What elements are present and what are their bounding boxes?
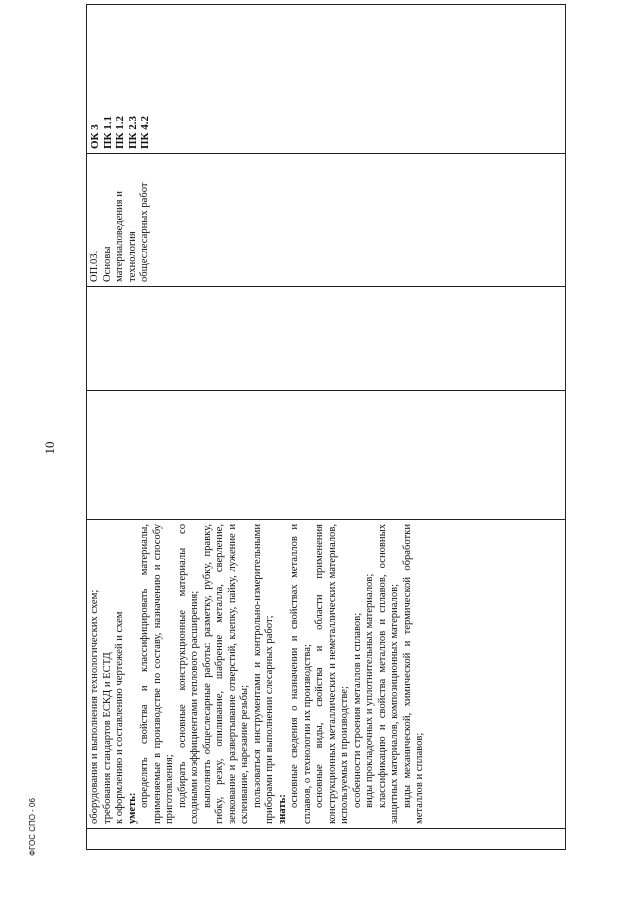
continued-line: оборудования и выполнения технологических схем; [89, 589, 100, 824]
knowledge-item: особенности строения металлов и сплавов; [351, 612, 363, 808]
discipline-name-line: Основы [101, 246, 113, 282]
continued-line: требования стандартов ЕСКД и ЕСТД [101, 652, 113, 824]
competency-code: ПК 1.2 [114, 115, 126, 149]
discipline-name-line: материаловедения и [114, 191, 125, 282]
requirements-cell [87, 520, 566, 829]
skill-item: пользоваться инструментами и контрольно-измерительными приборами при выполнении слесарных работ; [251, 524, 275, 824]
footer-standard-label: ФГОС СПО - 06 [28, 798, 37, 856]
mandatory-hours-cell [87, 287, 566, 391]
competency-code: ОК 3 [89, 124, 101, 149]
skill-item: подбирать основные конструкционные материалы со сходными коэффициентами теплового расширения; [176, 524, 200, 824]
continued-line: к оформлению и составлению чертежей и схем [114, 611, 125, 824]
competency-code: ПК 2.3 [126, 115, 139, 149]
discipline-name [102, 158, 152, 282]
discipline-block [89, 158, 152, 282]
knowledge-item: классификацию и свойства металлов и сплавов, основных защитных материалов, композиционных материалов; [376, 524, 400, 824]
page-number: 10 [42, 441, 57, 455]
discipline-code: ОП.03. [89, 250, 100, 282]
competency-code: ПК 4.2 [139, 115, 151, 149]
max-load-cell [87, 391, 566, 520]
skill-item: определять свойства и классифицировать материалы, применяемые в производстве по составу, назначению и способу приготовления; [139, 524, 175, 824]
knowledge-heading: знать: [276, 794, 288, 824]
table-row [87, 5, 566, 850]
requirements-text [89, 524, 427, 824]
table-stage [86, 14, 566, 850]
knowledge-item: виды прокладочных и уплотнительных материалов; [364, 573, 375, 808]
knowledge-item: виды механической, химической и термической обработки металлов и сплавов; [401, 524, 425, 824]
knowledge-item: основные сведения о назначении и свойствах металлов и сплавов, о технологии их производства; [289, 524, 313, 824]
rotated-table-wrapper [86, 14, 566, 850]
curriculum-table [86, 4, 566, 850]
discipline-name-line: технология [126, 231, 138, 282]
competencies-cell [87, 5, 566, 154]
competency-code: ПК 1.1 [101, 115, 114, 149]
index-cell [87, 829, 566, 850]
discipline-cell [87, 154, 566, 287]
skill-item: выполнять общеслесарные работы: разметку, рубку, правку, гибку, резку, опиливание, шабрение металла, сверление, зенкование и развертывание отверстий, клепку, пайку, лужение и склеивание, нарезание резьбы; [201, 524, 250, 824]
knowledge-item: основные виды, свойства и области применения конструкционных металлических и неметаллических материалов, используемых в производстве; [314, 524, 350, 824]
skills-heading: уметь: [126, 792, 138, 824]
competency-codes [89, 9, 152, 149]
discipline-name-line: общеслесарных работ [139, 182, 150, 282]
